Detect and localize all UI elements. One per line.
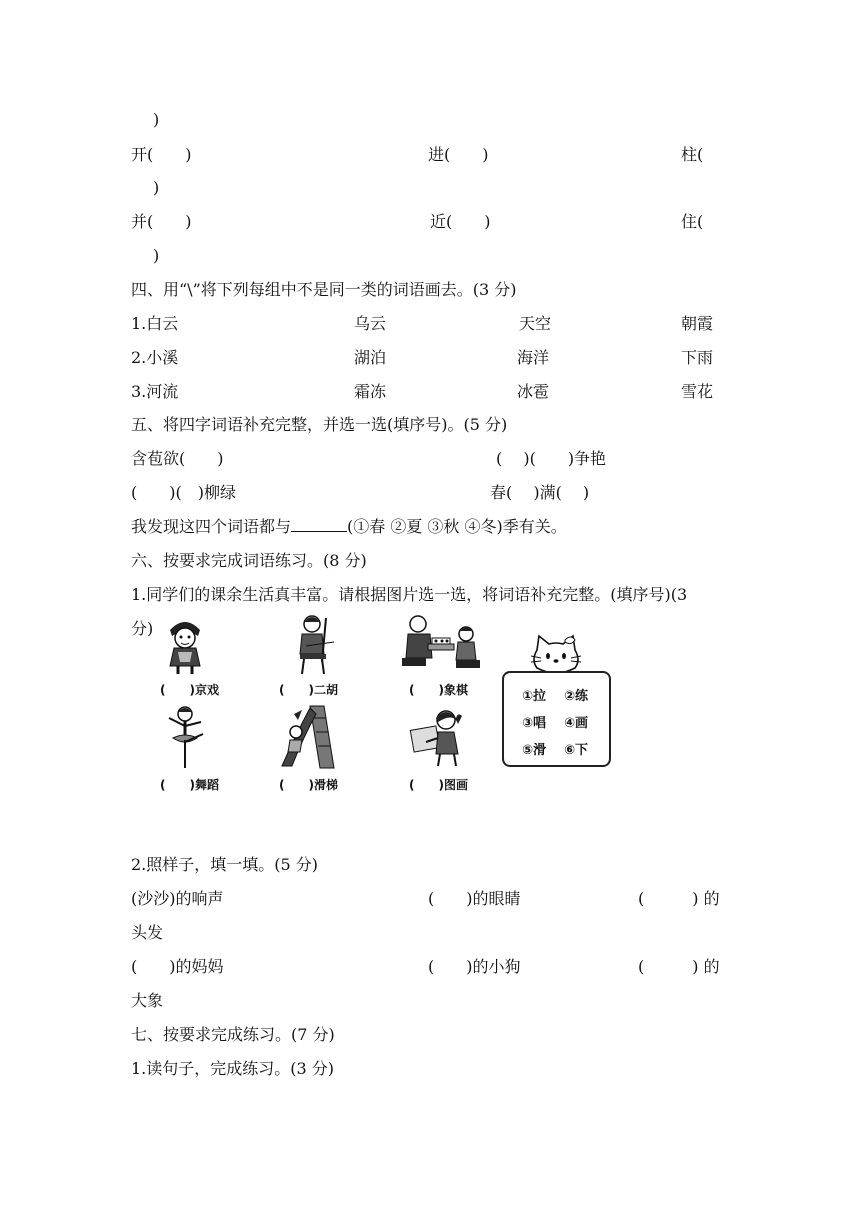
phrase: ( )的眼睛 [428,889,521,908]
word: 湖泊 [354,348,387,367]
phrase-cont: 大象 [131,991,164,1010]
kitty-head-icon [529,634,583,676]
section-title: 四、用“\”将下列每组中不是同一类的词语画去。(3 分) [131,280,517,299]
section-title: 七、按要求完成练习。(7 分) [131,1025,335,1044]
word: 天空 [519,314,552,333]
word: 海洋 [517,348,550,367]
idiom: 春( )满( ) [490,483,590,502]
label-chess: ( )象棋 [409,683,468,697]
phrase: ( )的妈妈 [131,957,224,976]
word: 冰雹 [517,382,550,401]
question-text: 1.读句子，完成练习。(3 分) [131,1059,335,1078]
label-dance: ( )舞蹈 [160,778,219,792]
phrase: ( ) 的 [638,957,720,976]
char-jin: 进( ) [428,145,489,164]
word: 3.河流 [131,382,179,401]
char-bing: 并( ) [131,212,192,231]
word: 2.小溪 [131,348,179,367]
option: ②练 [564,689,589,704]
question-text: 分) [131,619,154,638]
option: ③唱 [522,716,547,731]
char-kai: 开( ) [131,145,192,164]
answer-blank[interactable] [291,517,347,532]
char-jin2: 近( ) [430,212,491,231]
idiom: ( )( )柳绿 [131,483,236,502]
option: ①拉 [522,689,547,704]
question-text: 2.照样子，填一填。(5 分) [131,855,319,874]
label-opera: ( )京戏 [160,683,219,697]
phrase: ( ) 的 [638,889,720,908]
phrase-cont: 头发 [131,923,164,942]
idiom: ( )( )争艳 [496,449,607,468]
paren-close: ) [153,246,160,265]
section-title: 六、按要求完成词语练习。(8 分) [131,551,367,570]
season-question-start: 我发现这四个词语都与 [131,517,292,536]
word: 雪花 [681,382,714,401]
option: ⑤滑 [522,743,547,758]
paren-close: ) [153,110,160,129]
playground-slide-icon [280,704,336,770]
erhu-player-icon [292,612,338,676]
season-question-options: (①春 ②夏 ③秋 ④冬)季有关。 [347,517,567,536]
word: 乌云 [354,314,387,333]
word: 1.白云 [131,314,179,333]
opera-figure-icon [160,612,210,676]
options-box [502,671,611,767]
char-zhu: 柱( [681,145,704,164]
idiom: 含苞欲( ) [131,449,224,468]
season-question [131,517,567,537]
char-zhu2: 住( [681,212,704,231]
phrase: ( )的小狗 [428,957,521,976]
chess-players-icon [402,614,482,670]
label-erhu: ( )二胡 [279,683,338,697]
label-drawing: ( )图画 [409,778,468,792]
option: ④画 [564,716,589,731]
label-slide: ( )滑梯 [279,778,338,792]
paren-close: ) [153,178,160,197]
section-title: 五、将四字词语补充完整，并选一选(填序号)。(5 分) [131,415,508,434]
word: 朝霞 [681,314,714,333]
girl-drawing-icon [408,706,470,768]
phrase: (沙沙)的响声 [131,889,224,908]
ballet-dancer-icon [163,704,207,770]
word: 霜冻 [354,382,387,401]
word: 下雨 [681,348,714,367]
option: ⑥下 [564,743,589,758]
question-text: 1.同学们的课余生活真丰富。请根据图片选一选，将词语补充完整。(填序号)(3 [131,585,688,604]
